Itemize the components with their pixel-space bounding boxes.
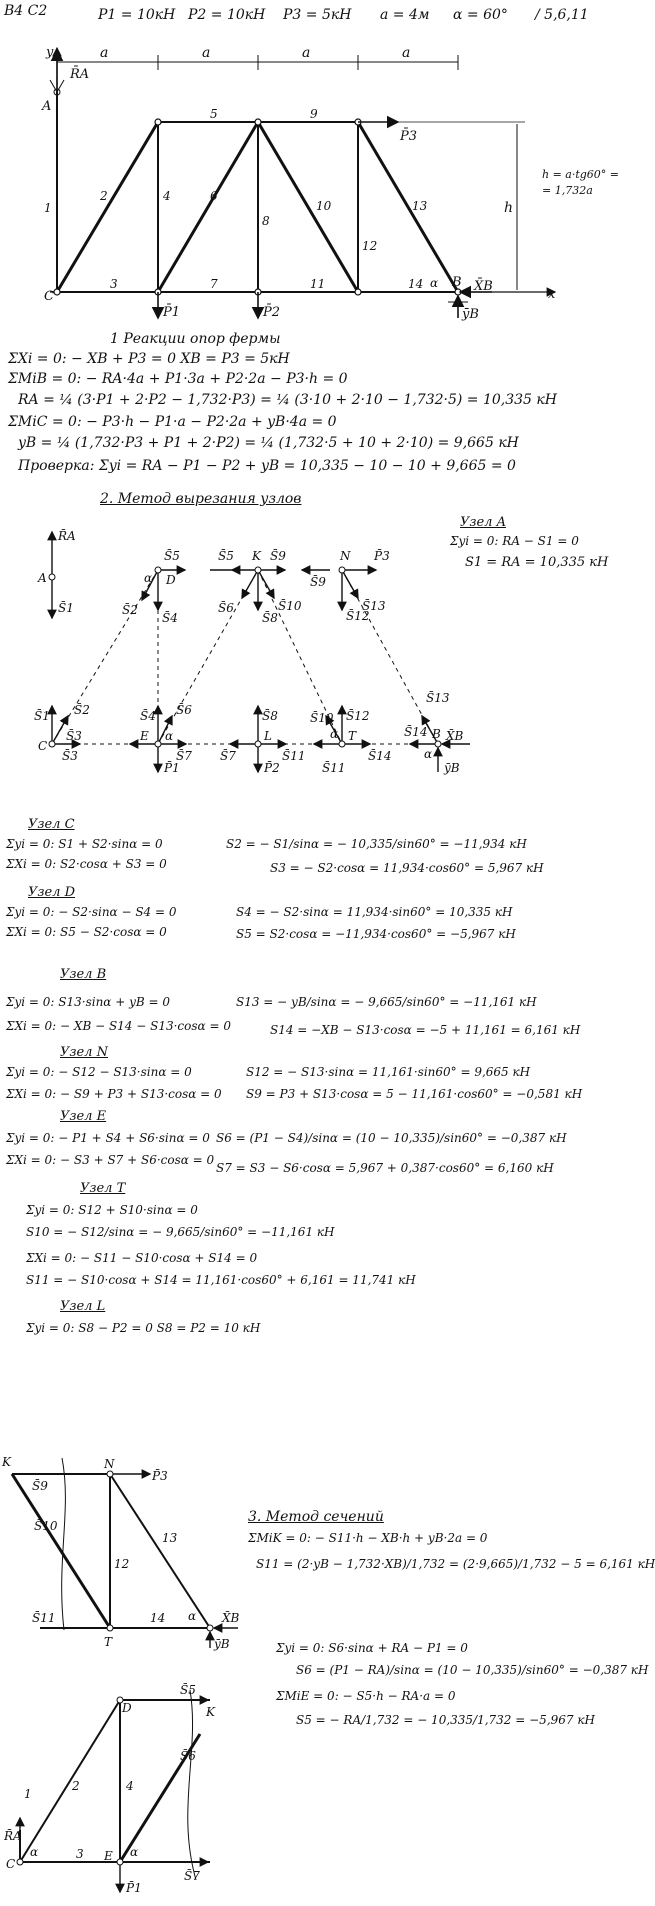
sd1-p3: P̄3 bbox=[152, 1469, 168, 1483]
uzel-a-result: S1 = RA = 10,335 кН bbox=[465, 555, 609, 570]
sd2-ra: R̄A bbox=[4, 1829, 22, 1843]
fbd-alpha-t: α bbox=[330, 727, 339, 741]
rod-6: 6 bbox=[210, 189, 218, 203]
uzel-b-res-2: S14 = −XB − S13·cosα = −5 + 11,161 = 6,161 кН bbox=[270, 1023, 581, 1037]
rod-7: 7 bbox=[210, 277, 218, 291]
fbd-s10-top: S̄10 bbox=[278, 599, 302, 613]
uzel-e-res-2: S7 = S3 − S6·cosα = 5,967 + 0,387·cos60° = 6,160 кН bbox=[216, 1161, 554, 1175]
uzel-n-res-2: S9 = P3 + S13·cosα = 5 − 11,161·cos60° = −0,581 кН bbox=[246, 1087, 583, 1101]
fbd-s14-right: S̄14 bbox=[368, 749, 392, 763]
fbd-s8-bottom: S̄8 bbox=[262, 709, 278, 723]
given-p2: P2 = 10кН bbox=[188, 7, 266, 23]
fbd-s7-right: S̄7 bbox=[176, 749, 192, 763]
sec3-line-2: S11 = (2·yB − 1,732·XB)/1,732 = (2·9,665)/1,732 − 5 = 6,161 кН bbox=[256, 1557, 655, 1571]
fbd-b: B bbox=[432, 727, 441, 741]
uzel-n-eq-1: Σyi = 0: − S12 − S13·sinα = 0 bbox=[6, 1065, 192, 1079]
fbd-xb: X̄B bbox=[446, 729, 464, 743]
sd2-r2: 2 bbox=[72, 1779, 80, 1793]
rod-13: 13 bbox=[412, 199, 428, 213]
reaction-yb-label: ȳB bbox=[462, 307, 479, 322]
fbd-s14-left: S̄14 bbox=[404, 725, 428, 739]
fbd-s5-right: S̄5 bbox=[218, 549, 234, 563]
sec1-line-5: yB = ¼ (1,732·P3 + P1 + 2·P2) = ¼ (1,732·5 + 10 + 2·10) = 9,665 кН bbox=[18, 435, 519, 451]
given-a: a = 4м bbox=[380, 7, 430, 23]
sd2-c: C bbox=[6, 1857, 16, 1871]
given-p1: P1 = 10кН bbox=[98, 7, 176, 23]
given-ref: / 5,6,11 bbox=[535, 7, 589, 23]
rod-8: 8 bbox=[262, 214, 270, 228]
uzel-c-eq-1: Σyi = 0: S1 + S2·sinα = 0 bbox=[6, 837, 163, 851]
fbd-p1: P̄1 bbox=[164, 761, 180, 775]
sec3-line-1: ΣMiK = 0: − S11·h − XB·h + yB·2a = 0 bbox=[248, 1531, 488, 1545]
fbd-s3-left: S̄3 bbox=[62, 749, 78, 763]
fbd-s2-top: S̄2 bbox=[122, 603, 138, 617]
uzel-t-line-3: ΣXi = 0: − S11 − S10·cosα + S14 = 0 bbox=[26, 1251, 258, 1265]
nodes-free-body-diagram bbox=[0, 510, 464, 810]
uzel-n-title: Узел N bbox=[60, 1045, 108, 1060]
fbd-s6-top: S̄6 bbox=[218, 601, 234, 615]
section-3-title: 3. Метод сечений bbox=[248, 1509, 384, 1525]
fbd-e: E bbox=[140, 729, 149, 743]
fbd-s11-left: S̄11 bbox=[322, 761, 346, 775]
fbd-yb: ȳB bbox=[444, 761, 460, 775]
uzel-d-eq-1: Σyi = 0: − S2·sinα − S4 = 0 bbox=[6, 905, 177, 919]
uzel-n-res-1: S12 = − S13·sinα = 11,161·sin60° = 9,665 кН bbox=[246, 1065, 531, 1079]
sec3-line-4: S6 = (P1 − RA)/sinα = (10 − 10,335)/sin60° = −0,387 кН bbox=[296, 1663, 649, 1677]
reaction-ra-label: R̄A bbox=[70, 67, 90, 82]
rod-12: 12 bbox=[362, 239, 378, 253]
section-2-title: 2. Метод вырезания узлов bbox=[100, 491, 302, 507]
uzel-l-title: Узел L bbox=[60, 1299, 106, 1314]
fbd-s13-bottom: S̄13 bbox=[426, 691, 450, 705]
fbd-s1-top: S̄1 bbox=[58, 601, 74, 615]
uzel-d-title: Узел D bbox=[28, 885, 76, 900]
fbd-alpha-b: α bbox=[424, 747, 433, 761]
rod-3: 3 bbox=[110, 277, 118, 291]
uzel-n-eq-2: ΣXi = 0: − S9 + P3 + S13·cosα = 0 bbox=[6, 1087, 222, 1101]
sec3-line-5: ΣMiE = 0: − S5·h − RA·a = 0 bbox=[276, 1689, 456, 1703]
sd2-r3: 3 bbox=[76, 1847, 84, 1861]
angle-alpha: α bbox=[430, 276, 439, 290]
uzel-c-eq-2: ΣXi = 0: S2·cosα + S3 = 0 bbox=[6, 857, 167, 871]
sec1-line-6: Проверка: Σyi = RA − P1 − P2 + yB = 10,335 − 10 − 10 + 9,665 = 0 bbox=[18, 458, 516, 474]
given-alpha: α = 60° bbox=[453, 7, 508, 23]
dim-a-2: a bbox=[202, 45, 211, 61]
fbd-s1-bottom: S̄1 bbox=[34, 709, 50, 723]
uzel-b-res-1: S13 = − yB/sinα = − 9,665/sin60° = −11,161 кН bbox=[236, 995, 537, 1009]
fbd-s6-bottom: S̄6 bbox=[176, 703, 192, 717]
sd1-xb: X̄B bbox=[222, 1611, 240, 1625]
fbd-p2: P̄2 bbox=[264, 761, 280, 775]
dim-h: h bbox=[504, 200, 514, 216]
fbd-a: A bbox=[38, 571, 47, 585]
sd2-k: K bbox=[206, 1705, 215, 1719]
rod-1: 1 bbox=[44, 201, 52, 215]
fbd-s12-bottom: S̄12 bbox=[346, 709, 370, 723]
sd1-r14: 14 bbox=[150, 1611, 166, 1625]
sd2-p1: P̄1 bbox=[126, 1881, 142, 1895]
uzel-e-title: Узел E bbox=[60, 1109, 107, 1124]
uzel-e-res-1: S6 = (P1 − S4)/sinα = (10 − 10,335)/sin60° = −0,387 кН bbox=[216, 1131, 567, 1145]
node-a-label: A bbox=[42, 99, 52, 114]
sd2-d: D bbox=[122, 1701, 132, 1715]
uzel-a-eq: Σyi = 0: RA − S1 = 0 bbox=[450, 534, 579, 548]
reaction-xb-label: X̄B bbox=[474, 279, 493, 294]
sd1-r12: 12 bbox=[114, 1557, 130, 1571]
sec1-line-3: RA = ¼ (3·P1 + 2·P2 − 1,732·P3) = ¼ (3·10 + 2·10 − 1,732·5) = 10,335 кН bbox=[18, 392, 557, 408]
fbd-s7-left: S̄7 bbox=[220, 749, 236, 763]
rod-4: 4 bbox=[163, 189, 171, 203]
sd1-s10: S̄10 bbox=[34, 1519, 58, 1533]
x-axis-label: x bbox=[548, 287, 556, 302]
sec1-line-4: ΣMiC = 0: − P3·h − P1·a − P2·2a + yB·4a = 0 bbox=[8, 414, 337, 430]
sd2-alpha-c: α bbox=[30, 1845, 39, 1859]
uzel-c-res-2: S3 = − S2·cosα = 11,934·cos60° = 5,967 кН bbox=[270, 861, 544, 875]
fbd-s9-right: S̄9 bbox=[310, 575, 326, 589]
fbd-n: N bbox=[340, 549, 351, 563]
uzel-b-title: Узел B bbox=[60, 967, 107, 982]
uzel-t-line-1: Σyi = 0: S12 + S10·sinα = 0 bbox=[26, 1203, 198, 1217]
sd1-alpha: α bbox=[188, 1609, 197, 1623]
sd1-yb: ȳB bbox=[214, 1637, 230, 1651]
fbd-s4-bottom: S̄4 bbox=[140, 709, 156, 723]
sd2-s5: S̄5 bbox=[180, 1683, 196, 1697]
y-axis-label: y bbox=[46, 45, 54, 60]
uzel-d-eq-2: ΣXi = 0: S5 − S2·cosα = 0 bbox=[6, 925, 167, 939]
rod-9: 9 bbox=[310, 107, 318, 121]
load-p1-label: P̄1 bbox=[163, 305, 181, 320]
uzel-b-eq-2: ΣXi = 0: − XB − S14 − S13·cosα = 0 bbox=[6, 1019, 231, 1033]
sec1-line-2: ΣMiB = 0: − RA·4a + P1·3a + P2·2a − P3·h = 0 bbox=[8, 371, 348, 387]
dim-a-4: a bbox=[402, 45, 411, 61]
uzel-d-res-2: S5 = S2·cosα = −11,934·cos60° = −5,967 кН bbox=[236, 927, 516, 941]
rod-2: 2 bbox=[100, 189, 108, 203]
sec3-line-3: Σyi = 0: S6·sinα + RA − P1 = 0 bbox=[276, 1641, 468, 1655]
sd2-r4: 4 bbox=[126, 1779, 134, 1793]
rod-11: 11 bbox=[310, 277, 326, 291]
fbd-k: K bbox=[252, 549, 261, 563]
fbd-l: L bbox=[264, 729, 272, 743]
uzel-e-eq-1: Σyi = 0: − P1 + S4 + S6·sinα = 0 bbox=[6, 1131, 210, 1145]
sec3-line-6: S5 = − RA/1,732 = − 10,335/1,732 = −5,967 кН bbox=[296, 1713, 595, 1727]
section-1-title: 1 Реакции опор фермы bbox=[110, 331, 281, 347]
fbd-s12-top: S̄12 bbox=[346, 609, 370, 623]
sd2-s6: S̄6 bbox=[180, 1749, 196, 1763]
given-p3: P3 = 5кН bbox=[283, 7, 352, 23]
h-note-1: h = a·tg60° = bbox=[542, 168, 620, 181]
dim-a-3: a bbox=[302, 45, 311, 61]
fbd-s8-top: S̄8 bbox=[262, 611, 278, 625]
fbd-alpha-e: α bbox=[165, 729, 174, 743]
sd1-n: N bbox=[104, 1457, 115, 1471]
uzel-e-eq-2: ΣXi = 0: − S3 + S7 + S6·cosα = 0 bbox=[6, 1153, 215, 1167]
fbd-s11-right: S̄11 bbox=[282, 749, 306, 763]
fbd-s13-top: S̄13 bbox=[362, 599, 386, 613]
sd1-s11: S̄11 bbox=[32, 1611, 56, 1625]
fbd-c: C bbox=[38, 739, 48, 753]
sec1-line-1: ΣXi = 0: − XB + P3 = 0 XB = P3 = 5кН bbox=[8, 351, 290, 367]
sd2-s7: S̄7 bbox=[184, 1869, 200, 1883]
rod-5: 5 bbox=[210, 107, 218, 121]
node-c-label: C bbox=[44, 289, 54, 304]
uzel-b-eq-1: Σyi = 0: S13·sinα + yB = 0 bbox=[6, 995, 171, 1009]
rod-10: 10 bbox=[316, 199, 332, 213]
uzel-a-title: Узел A bbox=[460, 515, 506, 530]
sd1-t: T bbox=[104, 1635, 113, 1649]
section-diagram-right-part bbox=[0, 1450, 300, 1660]
uzel-t-title: Узел T bbox=[80, 1181, 126, 1196]
uzel-c-res-1: S2 = − S1/sinα = − 10,335/sin60° = −11,934 кН bbox=[226, 837, 527, 851]
sd2-e: E bbox=[104, 1849, 113, 1863]
rod-14: 14 bbox=[408, 277, 424, 291]
sd2-r1: 1 bbox=[24, 1787, 32, 1801]
fbd-s9-left: S̄9 bbox=[270, 549, 286, 563]
load-p2-label: P̄2 bbox=[263, 305, 281, 320]
truss-diagram bbox=[0, 0, 620, 322]
sd1-k: K bbox=[2, 1455, 11, 1469]
fbd-t: T bbox=[348, 729, 357, 743]
h-note-2: = 1,732a bbox=[542, 184, 593, 197]
load-p3-label: P̄3 bbox=[400, 129, 418, 144]
uzel-c-title: Узел C bbox=[28, 817, 75, 832]
fbd-d: D bbox=[166, 573, 176, 587]
fbd-s10-bottom: S̄10 bbox=[310, 711, 334, 725]
sd1-r13: 13 bbox=[162, 1531, 178, 1545]
section-diagram-left-part bbox=[0, 1680, 270, 1900]
node-b-label: B bbox=[452, 275, 462, 290]
fbd-alpha-d: α bbox=[144, 571, 153, 585]
fbd-p3: P̄3 bbox=[374, 549, 390, 563]
uzel-t-line-2: S10 = − S12/sinα = − 9,665/sin60° = −11,161 кН bbox=[26, 1225, 335, 1239]
sd2-alpha-e: α bbox=[130, 1845, 139, 1859]
fbd-ra: R̄A bbox=[58, 529, 76, 543]
uzel-d-res-1: S4 = − S2·sinα = 11,934·sin60° = 10,335 кН bbox=[236, 905, 513, 919]
fbd-s5-left: S̄5 bbox=[164, 549, 180, 563]
uzel-l-line: Σyi = 0: S8 − P2 = 0 S8 = P2 = 10 кН bbox=[26, 1321, 261, 1335]
fbd-s3-right: S̄3 bbox=[66, 729, 82, 743]
variant-label: В4 С2 bbox=[4, 3, 48, 19]
sd1-s9: S̄9 bbox=[32, 1479, 48, 1493]
fbd-s2-bottom: S̄2 bbox=[74, 703, 90, 717]
uzel-t-line-4: S11 = − S10·cosα + S14 = 11,161·cos60° + 6,161 = 11,741 кН bbox=[26, 1273, 416, 1287]
dim-a-1: a bbox=[100, 45, 109, 61]
fbd-s4-top: S̄4 bbox=[162, 611, 178, 625]
